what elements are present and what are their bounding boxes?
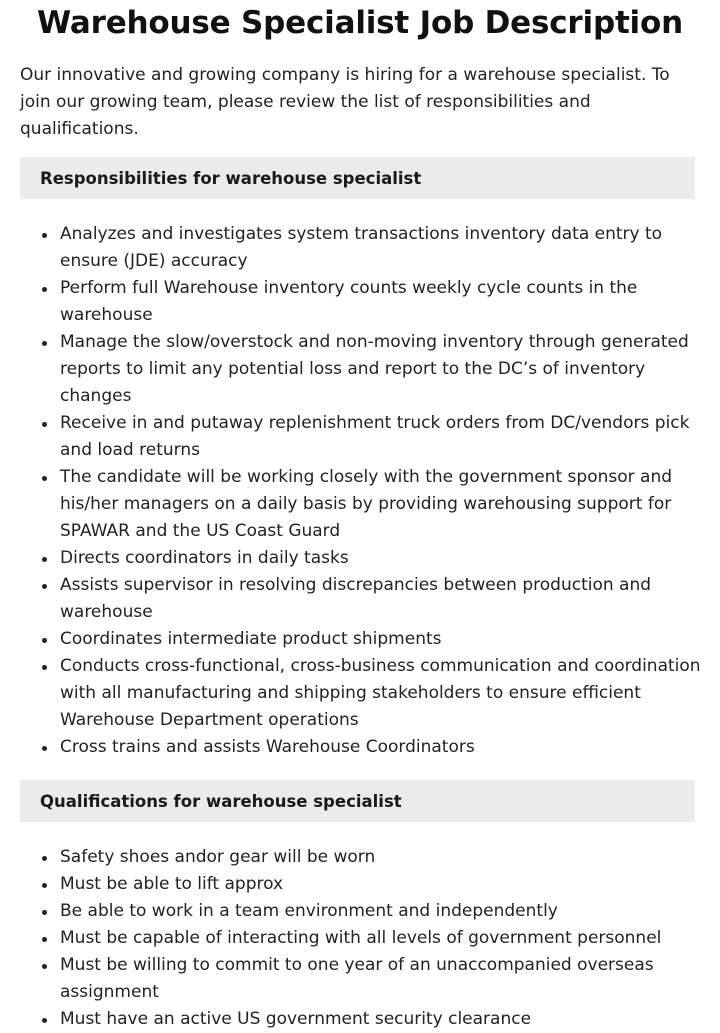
qualifications-heading: Qualifications for warehouse specialist bbox=[20, 780, 695, 822]
list-item: Perform full Warehouse inventory counts weekly cycle counts in the warehouse bbox=[60, 275, 710, 329]
list-item: Safety shoes andor gear will be worn bbox=[60, 844, 710, 871]
list-item: Receive in and putaway replenishment truck orders from DC/vendors pick and load returns bbox=[60, 410, 710, 464]
list-item: Must be able to lift approx bbox=[60, 871, 710, 898]
list-item: Must be willing to commit to one year of an unaccompanied overseas assignment bbox=[60, 952, 710, 1006]
list-item: Analyzes and investigates system transactions inventory data entry to ensure (JDE) accuracy bbox=[60, 221, 710, 275]
intro-paragraph: Our innovative and growing company is hiring for a warehouse specialist. To join our growing team, please review the list of responsibilities and qualifications. bbox=[20, 65, 670, 139]
responsibilities-list bbox=[40, 221, 710, 761]
list-item: Must be capable of interacting with all levels of government personnel bbox=[60, 925, 710, 952]
list-item: Be able to work in a team environment and independently bbox=[60, 898, 710, 925]
list-item: The candidate will be working closely with the government sponsor and his/her managers on a daily basis by providing warehousing support for SPAWAR and the US Coast Guard bbox=[60, 464, 710, 545]
list-item: Manage the slow/overstock and non-moving inventory through generated reports to limit any potential loss and report to the DC’s of inventory changes bbox=[60, 329, 710, 410]
qualifications-list bbox=[40, 844, 710, 1033]
list-item: Cross trains and assists Warehouse Coordinators bbox=[60, 734, 710, 761]
responsibilities-heading: Responsibilities for warehouse specialist bbox=[20, 157, 695, 199]
list-item: Assists supervisor in resolving discrepancies between production and warehouse bbox=[60, 572, 710, 626]
list-item: Coordinates intermediate product shipments bbox=[60, 626, 710, 653]
list-item: Directs coordinators in daily tasks bbox=[60, 545, 710, 572]
list-item: Conducts cross-functional, cross-business communication and coordination with all manufacturing and shipping stakeholders to ensure efficient Warehouse Department operations bbox=[60, 653, 710, 734]
page-title: Warehouse Specialist Job Description bbox=[37, 5, 683, 41]
list-item: Must have an active US government security clearance bbox=[60, 1006, 710, 1033]
